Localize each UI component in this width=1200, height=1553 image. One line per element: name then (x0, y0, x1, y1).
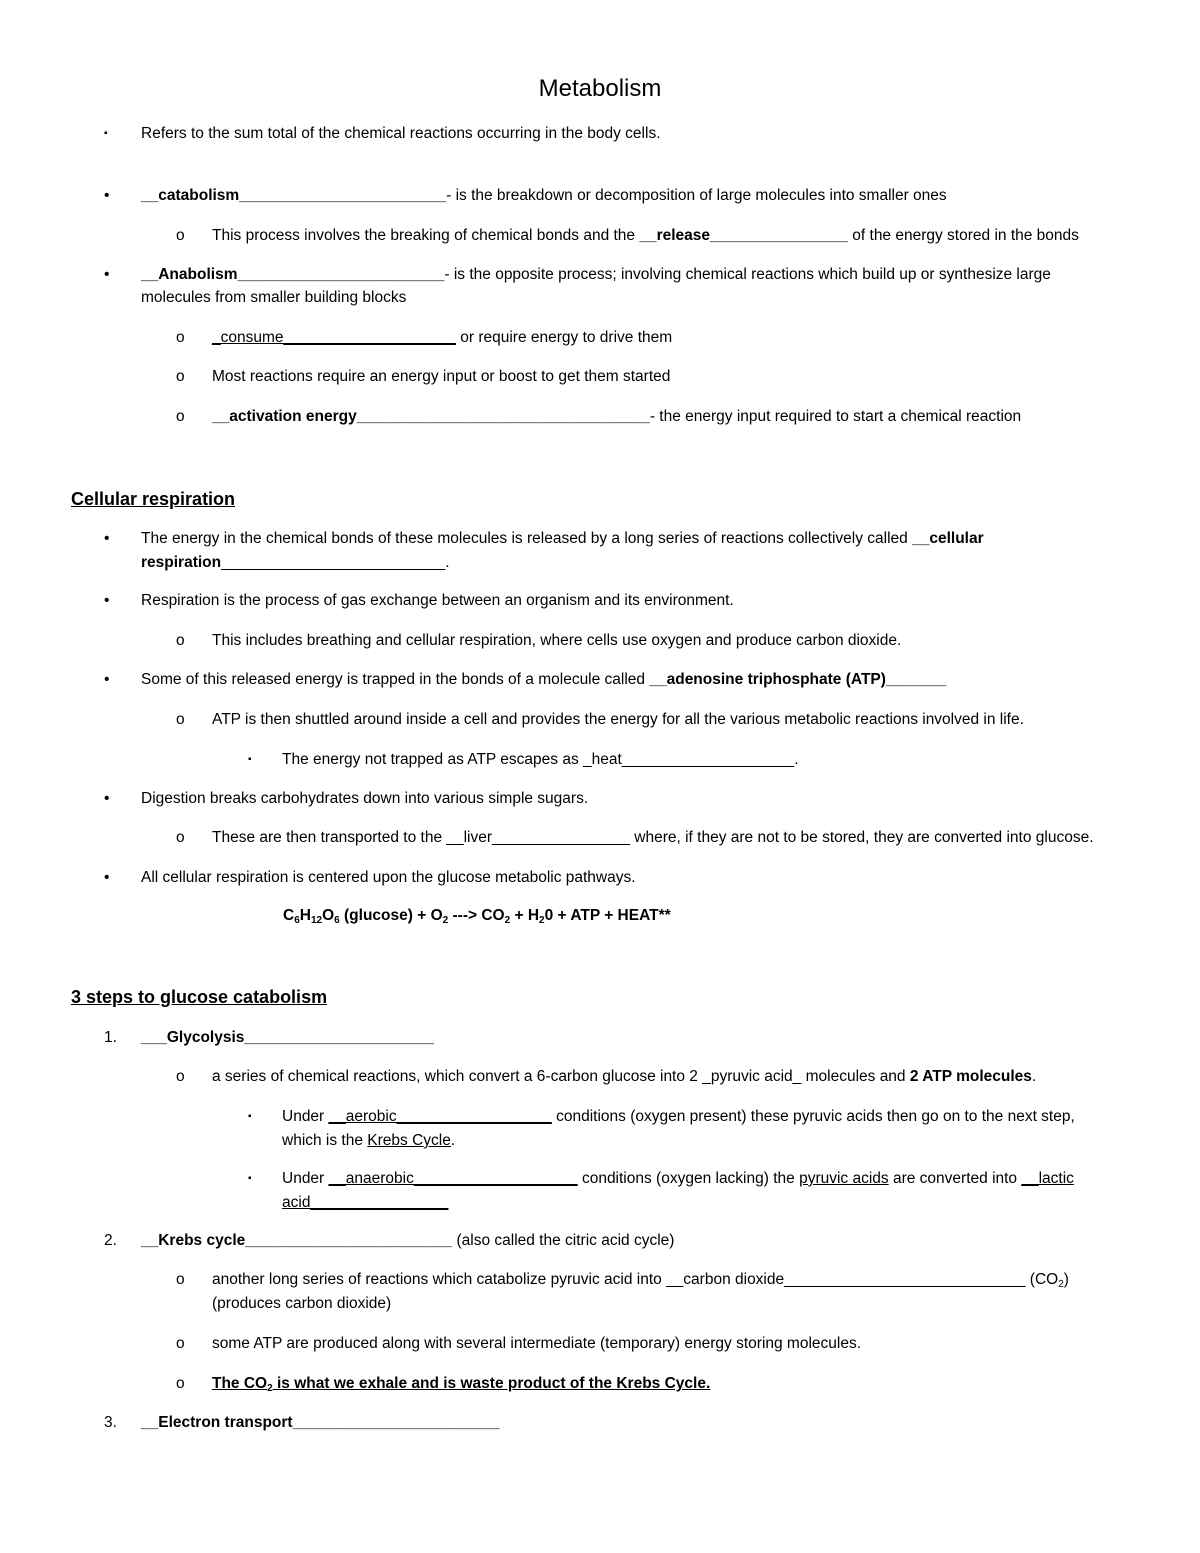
square-bullet: ▪ (248, 1173, 252, 1184)
bullet: • (104, 790, 110, 807)
respiration-definition: Respiration is the process of gas exchange between an organism and its environment. (141, 592, 734, 609)
anabolism-line: __Anabolism________________________- is the opposite process; involving chemical reactions which build up or synthesize large (141, 266, 1051, 283)
atp-line: Some of this released energy is trapped in the bonds of a molecule called __adenosine triphosphate (ATP)_______ (141, 671, 947, 688)
cellular-respiration-line-cont: respiration__________________________. (141, 554, 450, 571)
circle-bullet: o (176, 1335, 185, 1352)
section-heading-glucose-catabolism: 3 steps to glucose catabolism (71, 987, 328, 1007)
consume-answer: _consume____________________ (212, 329, 456, 346)
circle-bullet: o (176, 408, 185, 425)
anabolism-answer: __Anabolism________________________ (141, 266, 445, 283)
circle-bullet: o (176, 1068, 185, 1085)
glucose-equation: $C_6H_{12}O_6$ $(glucose) + O_2$ ---> $CO_2 + H_20$ + ATP + HEAT** (283, 907, 671, 926)
atp-intermediate-line: some ATP are produced along with several intermediate (temporary) energy storing molecules. (212, 1335, 862, 1352)
glycolysis-answer: ___Glycolysis______________________ (141, 1029, 435, 1046)
cellular-respiration-line: The energy in the chemical bonds of these molecules is released by a long series of reactions collectively called __cellular (141, 530, 984, 547)
bullet: • (104, 869, 110, 886)
catabolism-answer: __catabolism________________________ (141, 187, 447, 204)
activation-energy-answer: __activation energy__________________________________ (212, 408, 650, 425)
anaerobic-line-cont: acid________________ (282, 1194, 449, 1211)
catabolism-definition: - is the breakdown or decomposition of large molecules into smaller ones (446, 187, 947, 204)
carbon-dioxide-line: another long series of reactions which catabolize pyruvic acid into __carbon dioxide____________________________ $(CO_2)$ (212, 1271, 1069, 1290)
energy-input-line: Most reactions require an energy input or boost to get them started (212, 368, 671, 385)
catabolism-line (141, 186, 947, 206)
catabolism-subpoint: This process involves the breaking of chemical bonds and the __release________________ of the energy stored in the bonds (212, 227, 1079, 244)
aerobic-line: Under __aerobic__________________ conditions (oxygen present) these pyruvic acids then go on to the next step, (282, 1108, 1075, 1125)
square-bullet: ▪ (248, 1111, 252, 1122)
circle-bullet: o (176, 829, 185, 846)
aerobic-line-cont: which is the Krebs Cycle. (282, 1132, 456, 1149)
bullet: • (104, 671, 110, 688)
digestion-line: Digestion breaks carbohydrates down into various simple sugars. (141, 790, 589, 807)
krebs-cycle-line: __Krebs cycle________________________ (also called the citric acid cycle) (141, 1232, 675, 1249)
circle-bullet: o (176, 227, 185, 244)
cellular-answer: __cellular (912, 530, 984, 547)
circle-bullet: o (176, 632, 185, 649)
bullet: • (104, 187, 110, 204)
anabolism-line-cont: molecules from smaller building blocks (141, 289, 407, 306)
bullet: • (104, 530, 110, 547)
anaerobic-line: Under __anaerobic___________________ conditions (oxygen lacking) the pyruvic acids are converted into __lactic (282, 1170, 1074, 1187)
list-number: 3. (104, 1414, 117, 1431)
carbon-dioxide-answer: __carbon dioxide____________________________ (666, 1271, 1026, 1288)
co2-exhale-line: The $CO_2$ is what we exhale and is waste product of the Krebs Cycle. (212, 1375, 711, 1394)
bullet: • (104, 266, 110, 283)
glucose-pathways-line: All cellular respiration is centered upon the glucose metabolic pathways. (141, 869, 636, 886)
circle-bullet: o (176, 1271, 185, 1288)
square-bullet: ▪ (248, 754, 252, 765)
release-answer: __release________________ (639, 227, 848, 244)
circle-bullet: o (176, 368, 185, 385)
bullet: • (104, 592, 110, 609)
heat-line: The energy not trapped as ATP escapes as _heat____________________. (282, 751, 799, 768)
metabolism-definition: Refers to the sum total of the chemical reactions occurring in the body cells. (141, 125, 661, 142)
liver-line: These are then transported to the __liver________________ where, if they are not to be stored, they are converted into glucose. (212, 829, 1094, 846)
atp-shuttle-line: ATP is then shuttled around inside a cell and provides the energy for all the various metabolic reactions involved in life. (212, 711, 1024, 728)
list-number: 2. (104, 1232, 117, 1249)
anaerobic-answer: __anaerobic___________________ (328, 1170, 578, 1187)
atp-answer: __adenosine triphosphate (ATP)_______ (649, 671, 947, 688)
list-number: 1. (104, 1029, 117, 1046)
krebs-answer: __Krebs cycle________________________ (141, 1232, 453, 1249)
page-title: Metabolism (538, 75, 662, 102)
electron-transport-answer: __Electron transport________________________ (141, 1414, 500, 1431)
carbon-dioxide-line-cont: (produces carbon dioxide) (212, 1295, 392, 1312)
aerobic-answer: __aerobic__________________ (328, 1108, 552, 1125)
breathing-line: This includes breathing and cellular respiration, where cells use oxygen and produce carbon dioxide. (212, 632, 902, 649)
glycolysis-description: a series of chemical reactions, which convert a 6-carbon glucose into 2 _pyruvic acid_ molecules and 2 ATP molecules. (212, 1068, 1037, 1085)
circle-bullet: o (176, 1375, 185, 1392)
consume-line: _consume____________________ or require energy to drive them (212, 329, 673, 346)
circle-bullet: o (176, 329, 185, 346)
activation-energy-line: __activation energy__________________________________- the energy input required to start a chemical reaction (212, 408, 1022, 425)
circle-bullet: o (176, 711, 185, 728)
section-heading-cellular-respiration: Cellular respiration (71, 489, 236, 509)
square-bullet: ▪ (104, 128, 108, 139)
